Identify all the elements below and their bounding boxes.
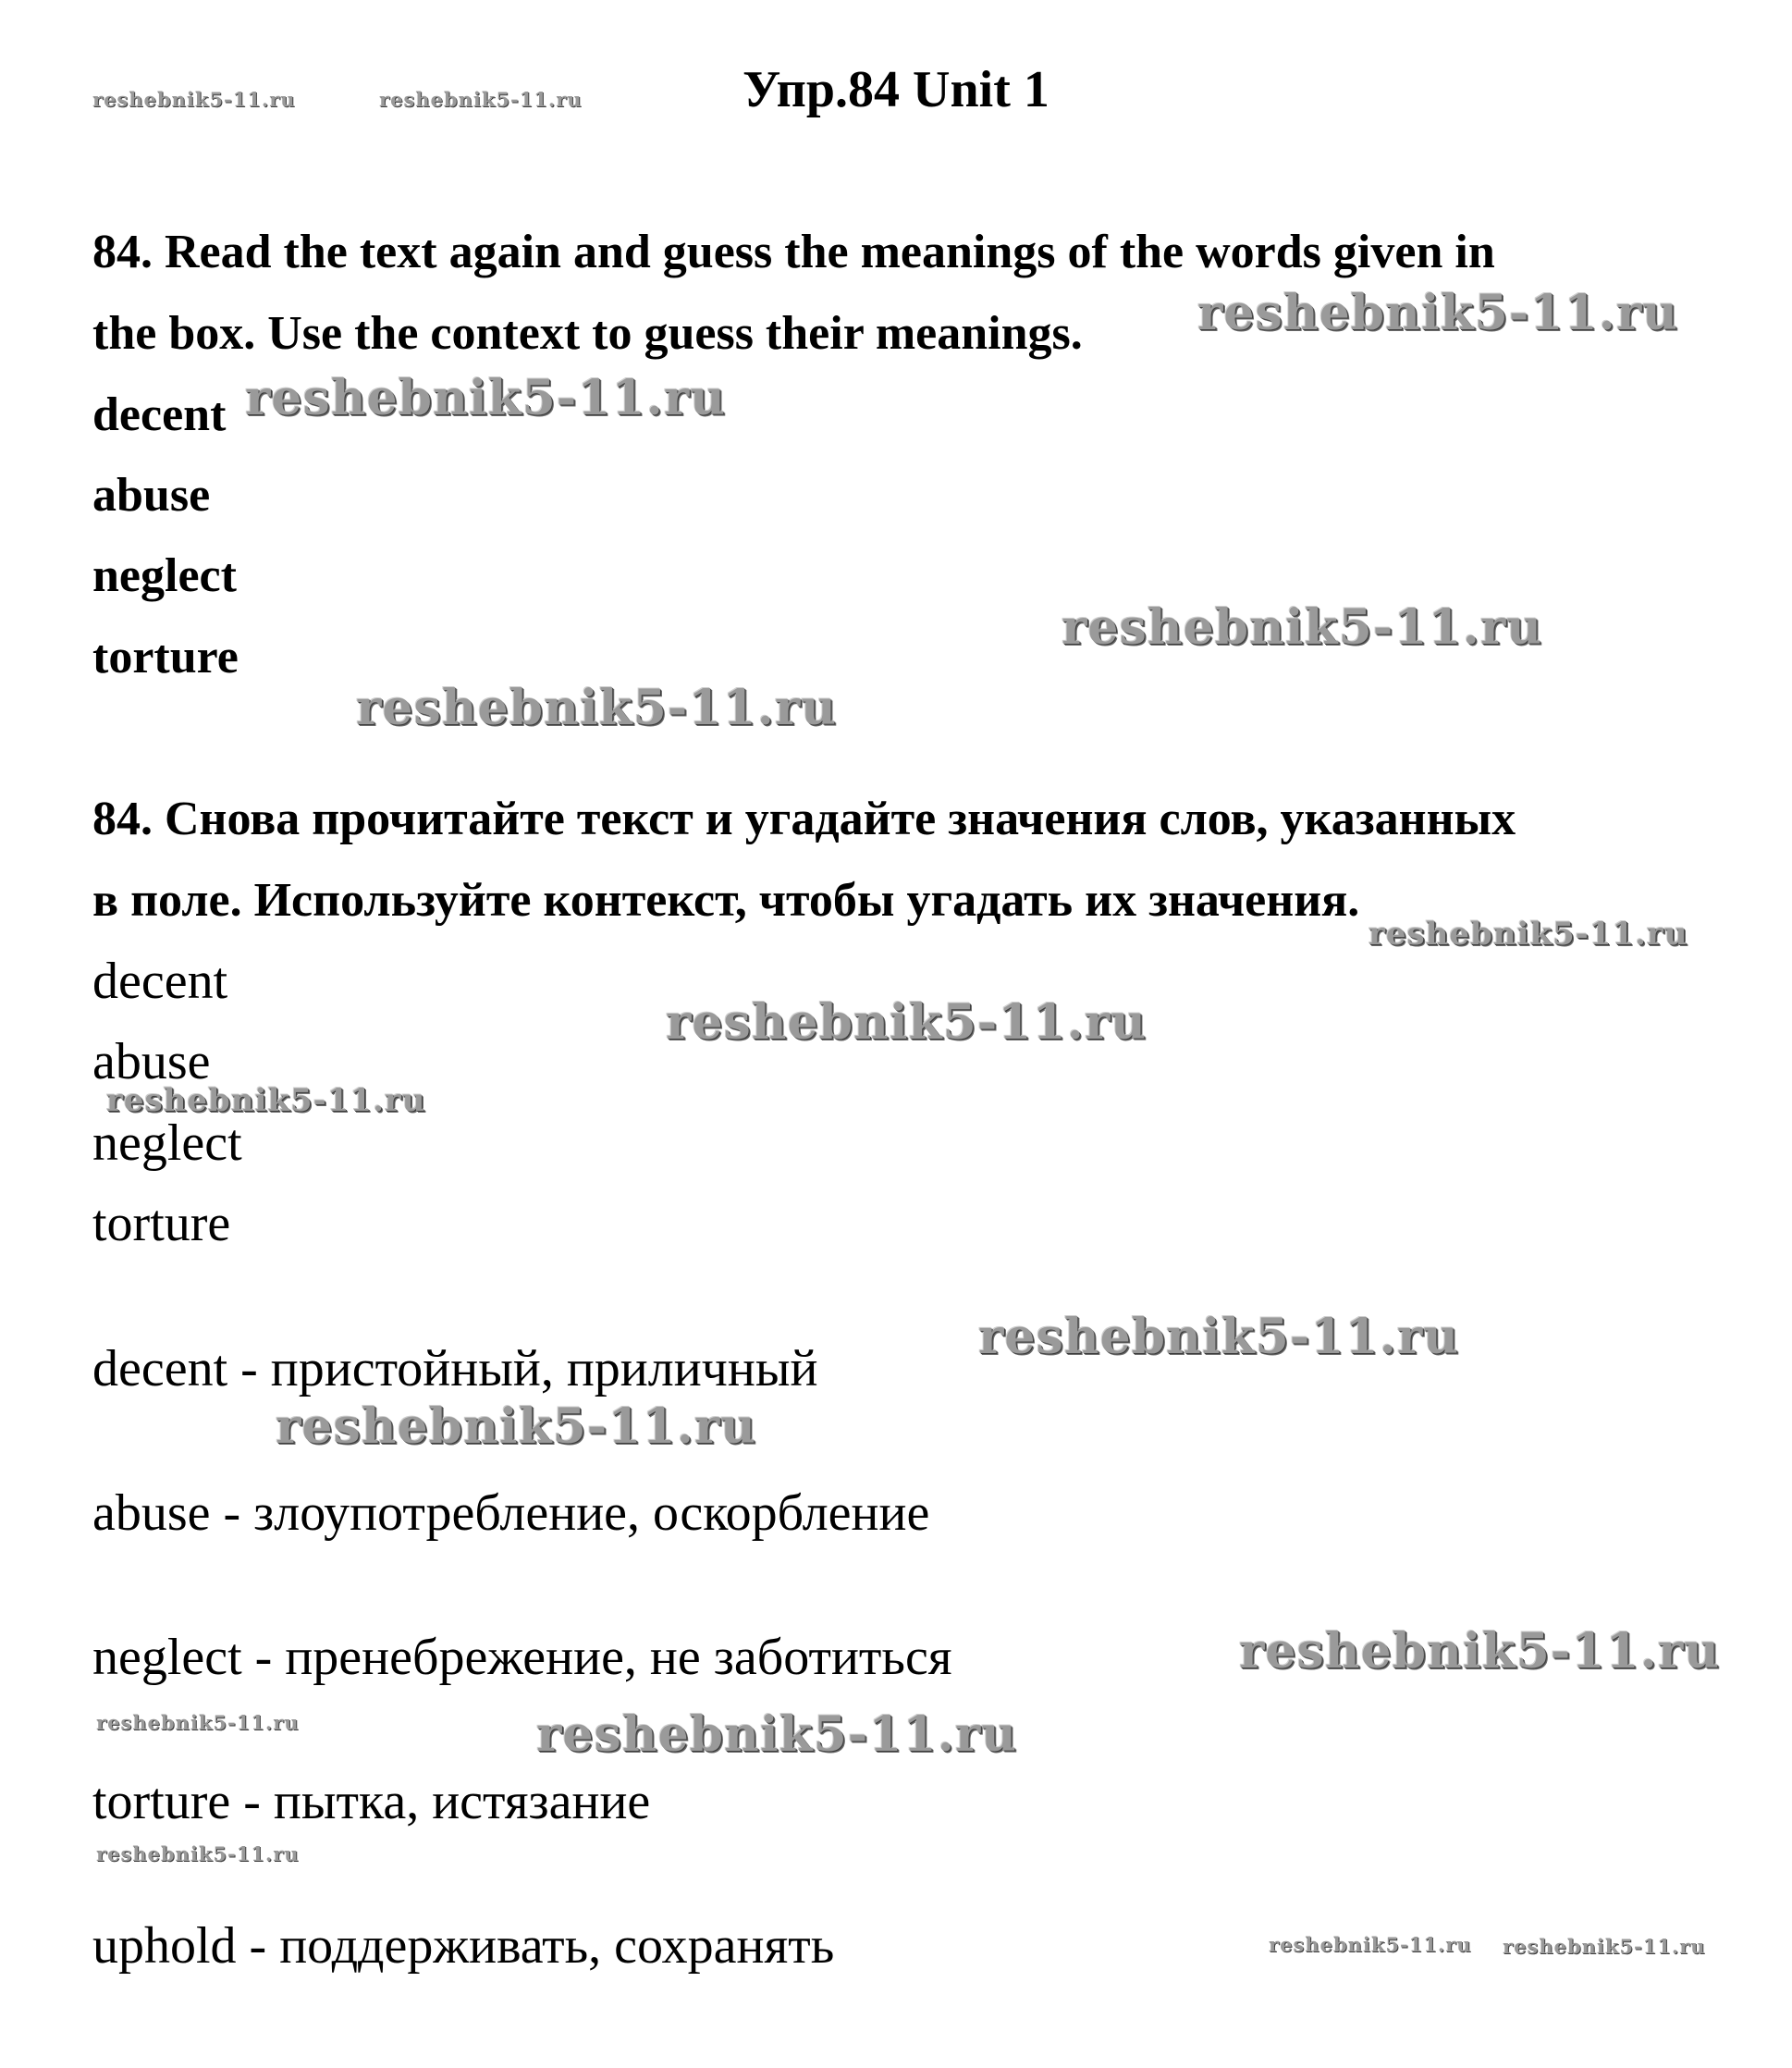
watermark: reshebnik5-11.ru (276, 1398, 757, 1455)
answer-abuse: abuse - злоупотребление, оскорбление (92, 1484, 930, 1542)
task-ru-word-neglect: neglect (92, 1114, 242, 1172)
answer-neglect: neglect - пренебрежение, не заботиться (92, 1629, 952, 1686)
task-en-line-2: the box. Use the context to guess their meanings. (92, 307, 1083, 360)
task-en-word-torture: torture (92, 631, 239, 683)
task-ru-line-1: 84. Снова прочитайте текст и угадайте значения слов, указанных (92, 793, 1516, 845)
watermark: reshebnik5-11.ru (92, 88, 296, 111)
task-ru-word-torture: torture (92, 1195, 231, 1252)
watermark: reshebnik5-11.ru (96, 1842, 300, 1865)
answer-decent: decent - пристойный, приличный (92, 1340, 818, 1397)
answer-uphold: uphold - поддерживать, сохранять (92, 1917, 835, 1975)
watermark: reshebnik5-11.ru (96, 1711, 300, 1734)
watermark: reshebnik5-11.ru (536, 1706, 1018, 1763)
watermark: reshebnik5-11.ru (1269, 1933, 1472, 1956)
watermark: reshebnik5-11.ru (379, 88, 583, 111)
watermark: reshebnik5-11.ru (1369, 916, 1688, 953)
task-en-line-1: 84. Read the text again and guess the meanings of the words given in (92, 226, 1495, 278)
task-ru-word-abuse: abuse (92, 1033, 211, 1090)
watermark: reshebnik5-11.ru (356, 680, 838, 736)
task-en-word-decent: decent (92, 388, 227, 441)
page-title: Упр.84 Unit 1 (743, 61, 1049, 118)
watermark: reshebnik5-11.ru (1239, 1623, 1721, 1680)
task-en-word-abuse: abuse (92, 469, 211, 522)
watermark: reshebnik5-11.ru (106, 1082, 426, 1119)
watermark: reshebnik5-11.ru (1062, 599, 1543, 656)
watermark: reshebnik5-11.ru (245, 370, 727, 426)
watermark: reshebnik5-11.ru (666, 994, 1148, 1051)
task-en-word-neglect: neglect (92, 549, 237, 602)
answer-torture: torture - пытка, истязание (92, 1773, 651, 1830)
watermark: reshebnik5-11.ru (1503, 1935, 1706, 1958)
task-ru-line-2: в поле. Используйте контекст, чтобы угадать их значения. (92, 874, 1360, 927)
watermark: reshebnik5-11.ru (978, 1309, 1460, 1365)
task-ru-word-decent: decent (92, 953, 228, 1010)
watermark: reshebnik5-11.ru (1197, 285, 1679, 341)
